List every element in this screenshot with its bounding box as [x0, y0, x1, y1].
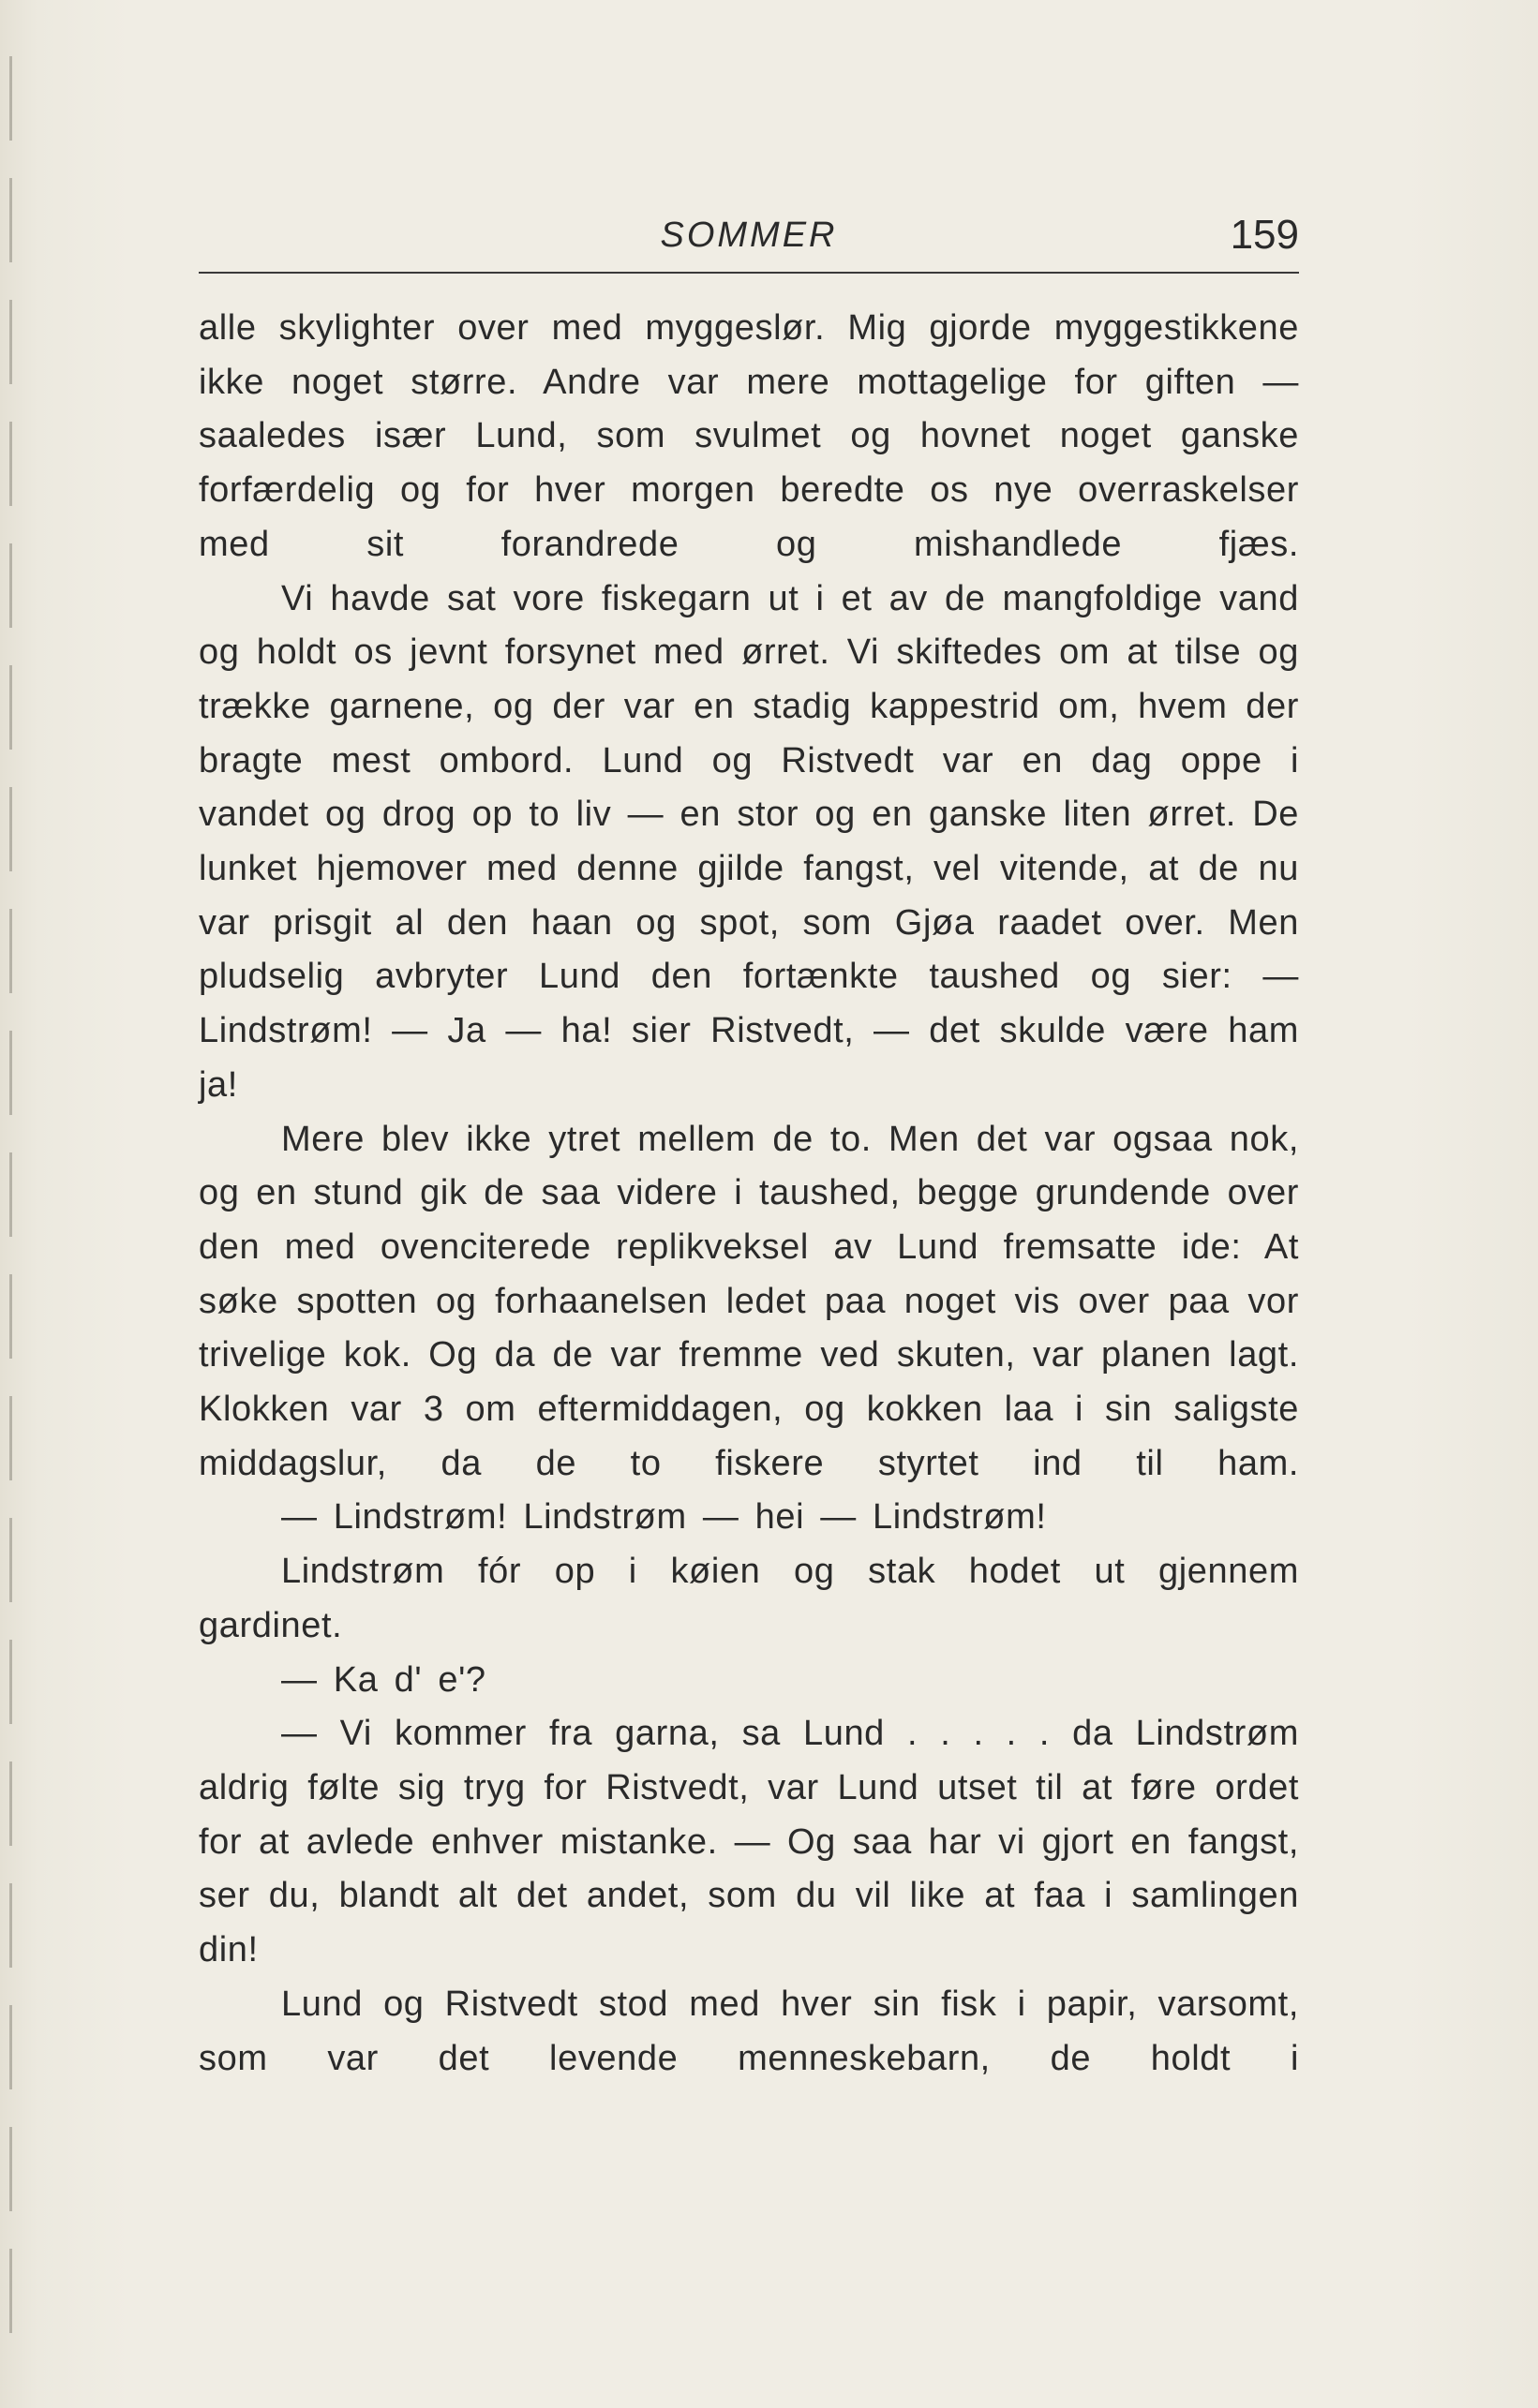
- paragraph-3: Mere blev ikke ytret mellem de to. Men det var ogsaa nok, og en stund gik de saa videre i taushed, begge grundende over den med ovenciterede replikveksel av Lund fremsatte ide: At søke spotten og forhaanelsen ledet paa noget vis over paa vor trivelige kok. Og da de var fremme ved skuten, var planen lagt. Klokken var 3 om eftermiddagen, og kokken laa i sin saligste middagslur, da de to fiskere styrtet ind til ham.: [199, 1119, 1299, 1483]
- paragraph-4: — Lindstrøm! Lindstrøm — hei — Lindstrøm!: [281, 1497, 1047, 1538]
- paragraph-7: — Vi kommer fra garna, sa Lund . . . . . da Lindstrøm aldrig følte sig tryg for Ristvedt, var Lund utset til at føre ordet for at avlede enhver mistanke. — Og saa har vi gjort en fangst, ser du, blandt alt det andet, som du vil like at faa i samlingen din!: [199, 1714, 1299, 1970]
- paragraph-1: alle skylighter over med myggeslør. Mig gjorde myggestikkene ikke noget større. Andre var mere mottagelige for giften — saaledes især Lund, som svulmet og hovnet noget ganske forfærdelig og for hver morgen beredte os nye overraskelser med sit forandrede og mishandlede fjæs.: [199, 308, 1299, 564]
- paragraph-2: Vi havde sat vore fiskegarn ut i et av de mangfoldige vand og holdt os jevnt forsynet med ørret. Vi skiftedes om at tilse og trække garnene, og der var en stadig kappestrid om, hvem der bragte mest ombord. Lund og Ristvedt var en dag oppe i vandet og drog op to liv — en stor og en ganske liten ørret. De lunket hjemover med denne gjilde fangst, vel vitende, at de nu var prisgit al den haan og spot, som Gjøa raadet over. Men pludselig avbryter Lund den fortænkte taushed og sier: — Lindstrøm! — Ja — ha! sier Ristvedt, — det skulde være ham ja!: [199, 578, 1299, 1105]
- paragraph-5: Lindstrøm fór op i køien og stak hodet ut gjennem gardinet.: [199, 1552, 1299, 1645]
- paragraph-8: Lund og Ristvedt stod med hver sin fisk i papir, varsomt, som var det levende menneskebarn, de holdt i: [199, 1984, 1299, 2078]
- running-head: SOMMER: [660, 216, 838, 255]
- body-text: [199, 302, 1299, 2086]
- page-header: [199, 208, 1299, 274]
- page-number: 159: [1230, 212, 1299, 258]
- paragraph-6: — Ka d' e'?: [281, 1659, 486, 1700]
- binding-edge: [9, 56, 12, 2342]
